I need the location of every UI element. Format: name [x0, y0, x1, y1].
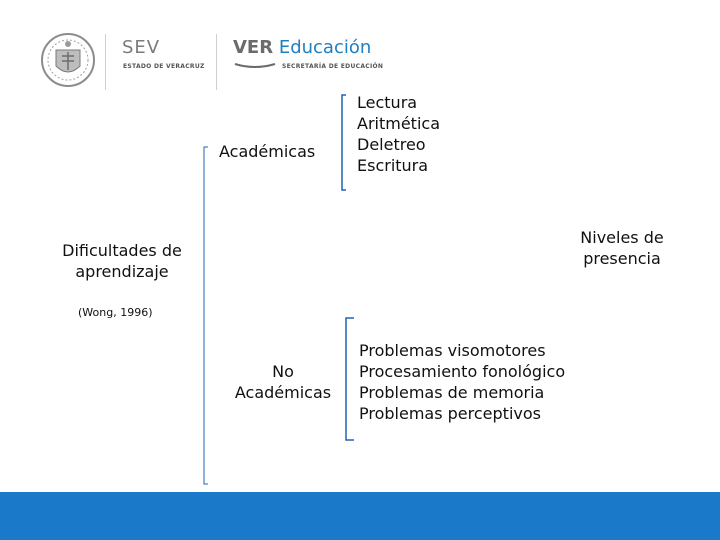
list-item: Lectura: [357, 93, 418, 112]
niveles-line: Niveles de: [580, 228, 664, 247]
root-line: aprendizaje: [75, 262, 169, 281]
list-item: Aritmética: [357, 114, 440, 133]
niveles-line: presencia: [583, 249, 661, 268]
no-academicas-line: Académicas: [234, 383, 332, 402]
ver-subtitle: SECRETARÍA DE EDUCACIÓN: [282, 63, 384, 70]
ver-logo-part: VER: [233, 37, 274, 58]
footer-bar: [0, 492, 720, 540]
sev-title: SEV: [122, 37, 161, 58]
list-item: Escritura: [357, 156, 429, 175]
no-academicas-line: No: [272, 362, 294, 381]
academicas-list: [357, 92, 440, 176]
educacion-logo-part: Educación: [278, 37, 372, 58]
no-academicas-node: [225, 361, 341, 403]
citation: (Wong, 1996): [78, 306, 153, 319]
root-line: Dificultades de: [62, 241, 182, 260]
no-academicas-list: [359, 340, 565, 424]
niveles-node: [568, 227, 676, 269]
list-item: Problemas visomotores: [359, 341, 546, 360]
root-node: [52, 240, 192, 282]
list-item: Deletreo: [357, 135, 426, 154]
academicas-node: Académicas: [219, 142, 316, 161]
academicas-brace: [342, 95, 346, 190]
sev-subtitle: ESTADO DE VERACRUZ: [123, 63, 205, 70]
list-item: Procesamiento fonológico: [359, 362, 566, 381]
list-item: Problemas perceptivos: [359, 404, 541, 423]
list-item: Problemas de memoria: [359, 383, 545, 402]
no-academicas-brace: [346, 318, 354, 440]
main-brace: [204, 147, 208, 484]
